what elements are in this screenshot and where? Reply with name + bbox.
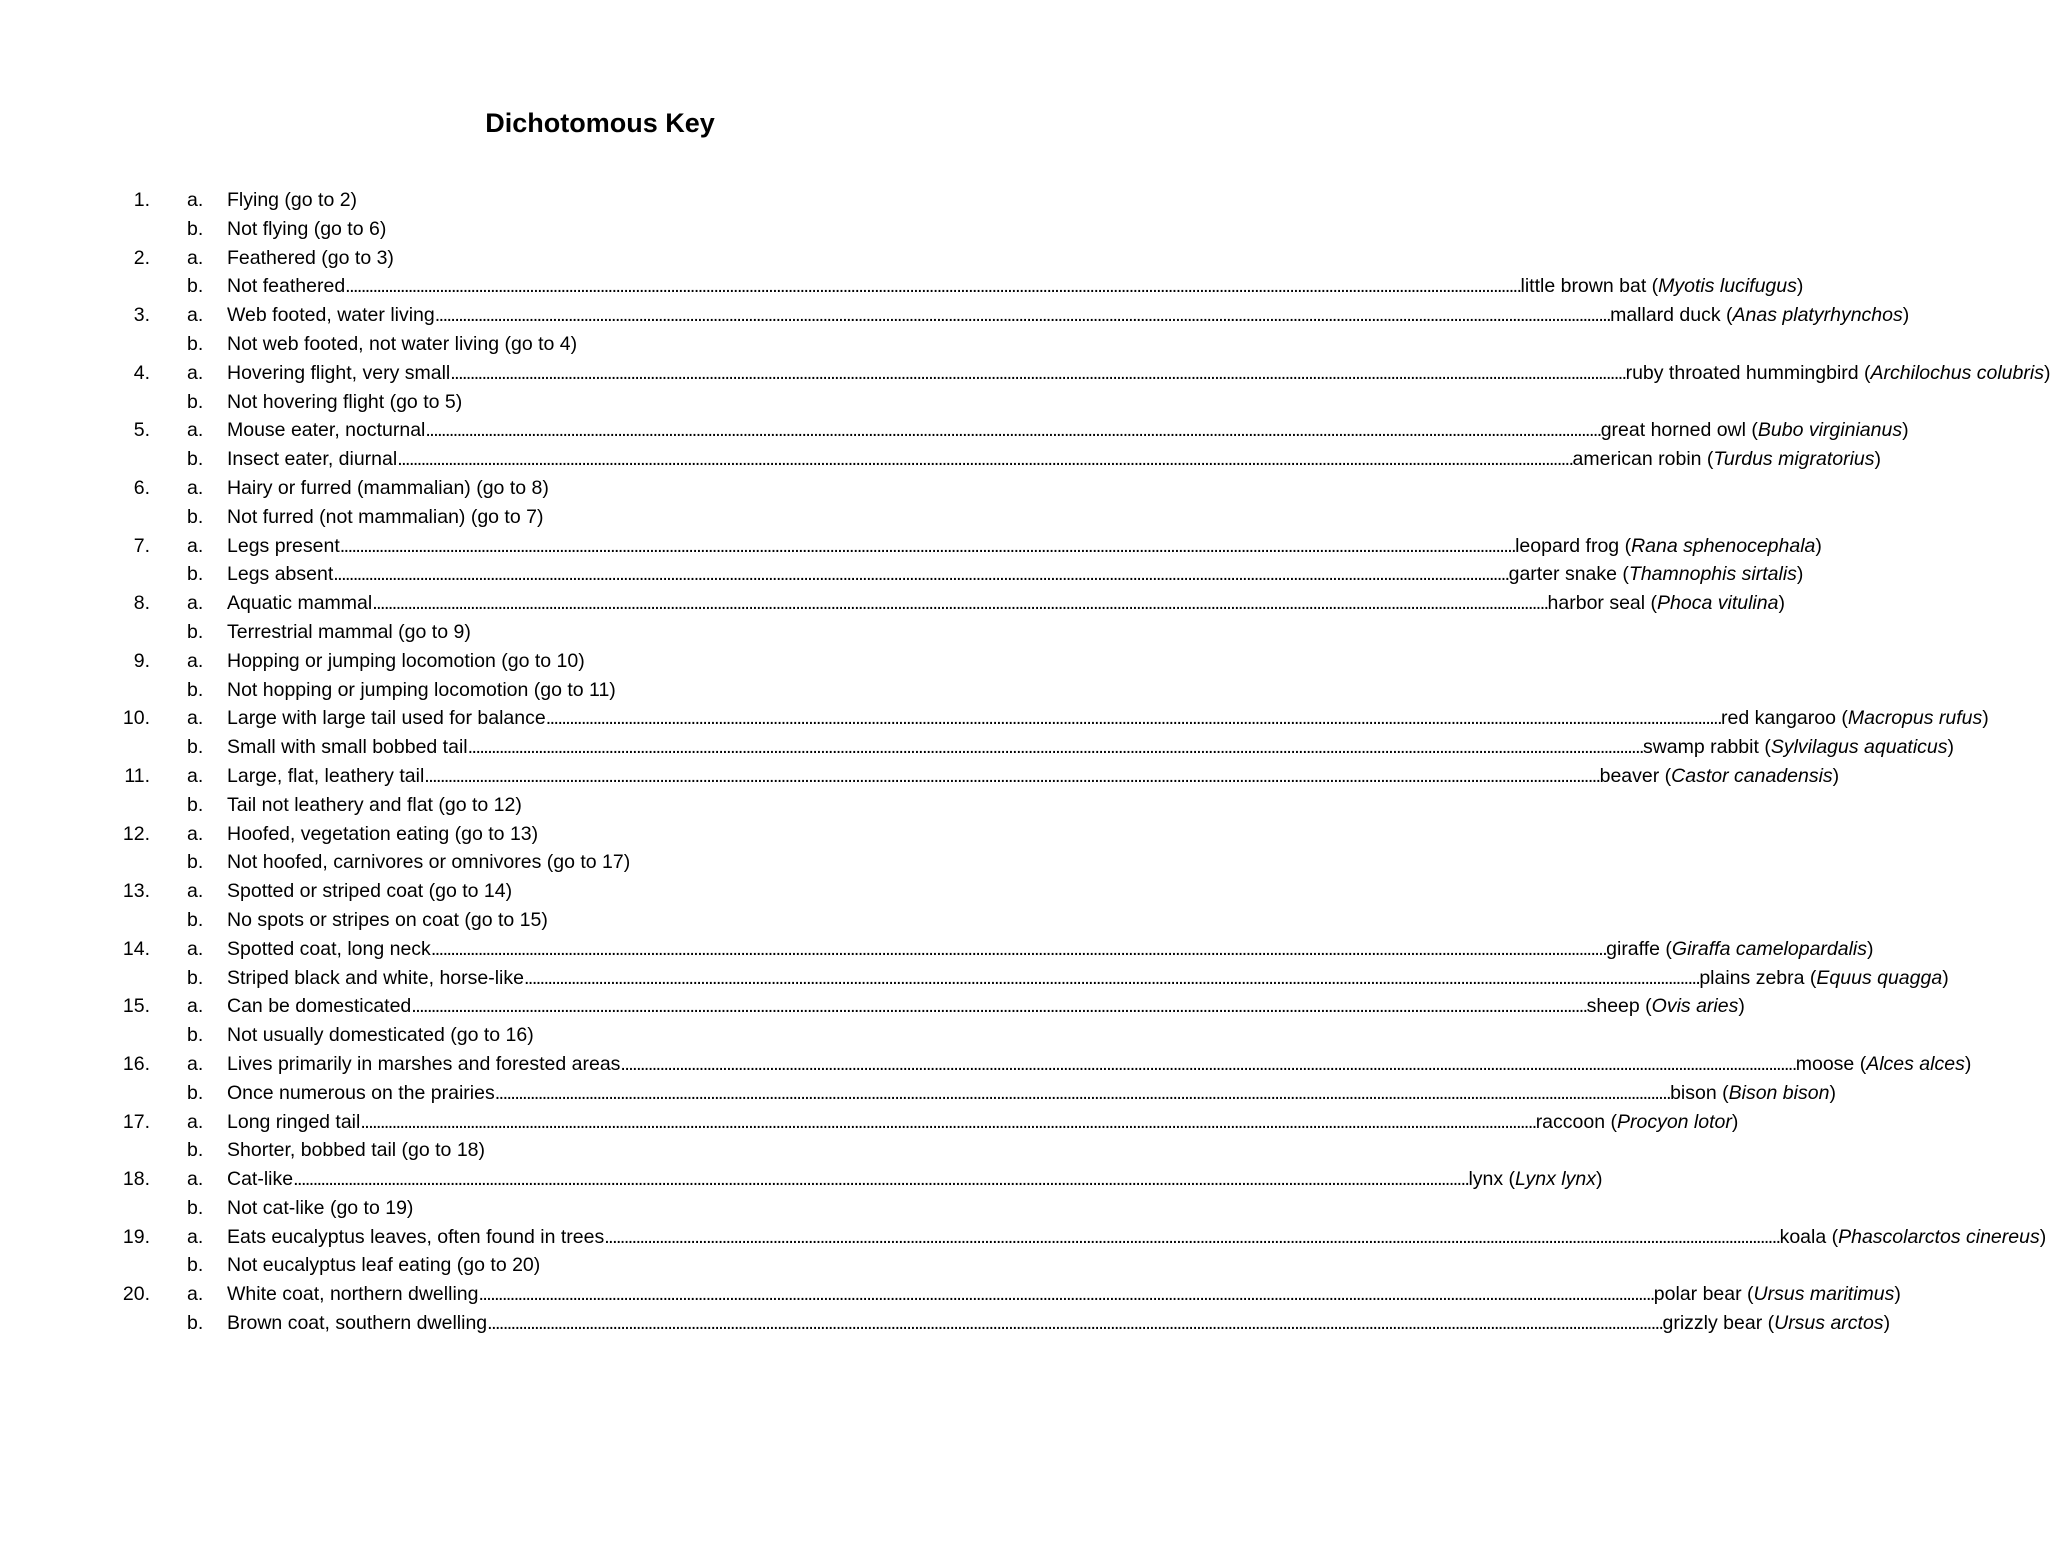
option-letter: a. — [187, 189, 204, 211]
key-row — [0, 618, 1200, 647]
dot-leader: ............................................................................................................................................................................................................................................................................................................ — [494, 1081, 1671, 1104]
identification-entry — [227, 359, 2050, 388]
option-letter: b. — [187, 332, 204, 355]
step-number: 8. — [133, 592, 150, 615]
option-text: Shorter, bobbed tail (go to 18) — [227, 1139, 486, 1162]
step-number: 19. — [122, 1225, 150, 1248]
key-row — [0, 877, 1200, 906]
trait-description: Once numerous on the prairies — [227, 1081, 495, 1104]
option-letter: a. — [187, 995, 204, 1018]
trait-description: Legs present — [227, 534, 340, 557]
common-name: great horned owl — [1600, 419, 1746, 442]
species-answer: plains zebra (Equus quagga) — [1699, 966, 1949, 989]
dot-leader: ............................................................................................................................................................................................................................................................................................................ — [478, 1283, 1654, 1306]
species-answer: raccoon (Procyon lotor) — [1535, 1110, 1739, 1133]
identification-entry — [227, 1280, 1901, 1309]
trait-description: Hovering flight, very small — [227, 361, 451, 384]
option-letter: a. — [187, 419, 204, 442]
key-row — [0, 1165, 1603, 1194]
option-letter: a. — [187, 880, 204, 903]
dot-leader: ............................................................................................................................................................................................................................................................................................................ — [424, 764, 1600, 787]
option-text: Not hoofed, carnivores or omnivores (go to 17) — [227, 851, 631, 874]
key-row — [0, 992, 1745, 1021]
scientific-name: Ovis aries — [1651, 995, 1739, 1018]
option-letter: b. — [187, 966, 204, 989]
key-row — [0, 733, 1955, 762]
dot-leader: ............................................................................................................................................................................................................................................................................................................ — [411, 995, 1587, 1018]
key-row — [0, 964, 1949, 993]
dot-leader: ............................................................................................................................................................................................................................................................................................................ — [293, 1168, 1469, 1191]
key-row — [0, 820, 1200, 849]
key-row — [0, 1021, 1200, 1050]
option-letter: a. — [187, 1283, 204, 1306]
key-row — [0, 560, 1804, 589]
key-row — [0, 704, 1989, 733]
trait-description: Eats eucalyptus leaves, often found in trees — [227, 1225, 605, 1248]
option-letter: a. — [187, 361, 204, 384]
identification-entry — [227, 272, 1804, 301]
scientific-name: Bison bison — [1728, 1081, 1830, 1104]
option-letter: b. — [187, 448, 204, 471]
trait-description: Spotted coat, long neck — [227, 937, 431, 960]
option-text: Hairy or furred (mammalian) (go to 8) — [227, 476, 549, 499]
identification-entry — [227, 532, 1822, 561]
common-name: raccoon — [1535, 1110, 1606, 1133]
option-letter: b. — [187, 1024, 204, 1047]
dot-leader: ............................................................................................................................................................................................................................................................................................................ — [397, 448, 1573, 471]
option-letter: b. — [187, 793, 204, 816]
identification-entry — [227, 1108, 1739, 1137]
option-text: Flying (go to 2) — [227, 189, 358, 211]
dot-leader: ............................................................................................................................................................................................................................................................................................................ — [339, 534, 1516, 557]
common-name: sheep — [1586, 995, 1640, 1018]
option-letter: a. — [187, 592, 204, 615]
step-number: 13. — [122, 880, 150, 903]
option-text: Not eucalyptus leaf eating (go to 20) — [227, 1254, 541, 1277]
key-row — [0, 1309, 1891, 1338]
species-answer: leopard frog (Rana sphenocephala) — [1515, 534, 1822, 557]
step-number: 20. — [122, 1283, 150, 1306]
key-row — [0, 1251, 1200, 1280]
common-name: red kangaroo — [1721, 707, 1836, 730]
dot-leader: ............................................................................................................................................................................................................................................................................................................ — [425, 419, 1601, 442]
trait-description: Web footed, water living — [227, 304, 435, 327]
option-letter: b. — [187, 505, 204, 528]
identification-entry — [227, 1309, 1891, 1338]
trait-description: Lives primarily in marshes and forested areas — [227, 1052, 621, 1075]
common-name: harbor seal — [1547, 592, 1646, 615]
key-row — [0, 1223, 2047, 1252]
trait-description: Small with small bobbed tail — [227, 736, 468, 759]
scientific-name: Archilochus colubris — [1870, 361, 2044, 384]
option-letter: a. — [187, 649, 204, 672]
option-letter: b. — [187, 217, 204, 240]
key-row — [0, 1280, 1901, 1309]
option-letter: b. — [187, 1312, 204, 1335]
common-name: beaver — [1599, 764, 1660, 787]
key-row — [0, 330, 1200, 359]
species-answer: lynx (Lynx lynx) — [1468, 1168, 1603, 1191]
identification-entry — [227, 1050, 1972, 1079]
option-text: Not usually domesticated (go to 16) — [227, 1024, 534, 1047]
identification-entry — [227, 992, 1745, 1021]
option-letter: b. — [187, 563, 204, 586]
step-number: 9. — [133, 649, 150, 672]
option-letter: b. — [187, 620, 204, 643]
option-letter: b. — [187, 1254, 204, 1277]
identification-entry — [227, 935, 1874, 964]
common-name: giraffe — [1606, 937, 1660, 960]
option-letter: b. — [187, 1139, 204, 1162]
option-letter: b. — [187, 908, 204, 931]
option-text: Hoofed, vegetation eating (go to 13) — [227, 822, 539, 845]
common-name: koala — [1779, 1225, 1827, 1248]
key-row — [0, 676, 1200, 705]
option-letter: a. — [187, 1225, 204, 1248]
scientific-name: Macropus rufus — [1847, 707, 1983, 730]
key-row — [0, 1108, 1739, 1137]
common-name: bison — [1670, 1081, 1717, 1104]
dot-leader: ............................................................................................................................................................................................................................................................................................................ — [487, 1312, 1663, 1335]
key-row — [0, 1136, 1200, 1165]
key-row — [0, 532, 1822, 561]
species-answer: great horned owl (Bubo virginianus) — [1600, 419, 1909, 442]
option-letter: a. — [187, 707, 204, 730]
scientific-name: Castor canadensis — [1671, 764, 1833, 787]
step-number: 11. — [124, 764, 150, 787]
common-name: mallard duck — [1610, 304, 1721, 327]
step-number: 5. — [133, 419, 150, 442]
trait-description: Insect eater, diurnal — [227, 448, 398, 471]
key-row — [0, 791, 1200, 820]
scientific-name: Sylvilagus aquaticus — [1770, 736, 1948, 759]
step-number: 18. — [122, 1168, 150, 1191]
key-row — [0, 906, 1200, 935]
option-letter: a. — [187, 1110, 204, 1133]
common-name: moose — [1795, 1052, 1855, 1075]
key-row — [0, 186, 1200, 215]
identification-entry — [227, 416, 1909, 445]
key-row — [0, 445, 1882, 474]
species-answer: american robin (Turdus migratorius) — [1572, 448, 1882, 471]
species-answer: polar bear (Ursus maritimus) — [1653, 1283, 1901, 1306]
scientific-name: Phoca vitulina — [1657, 592, 1779, 615]
option-letter: a. — [187, 534, 204, 557]
key-row — [0, 503, 1200, 532]
scientific-name: Rana sphenocephala — [1631, 534, 1816, 557]
species-answer: moose (Alces alces) — [1795, 1052, 1972, 1075]
common-name: garter snake — [1508, 563, 1617, 586]
option-letter: a. — [187, 1052, 204, 1075]
dot-leader: ............................................................................................................................................................................................................................................................................................................ — [545, 707, 1722, 730]
trait-description: White coat, northern dwelling — [227, 1283, 479, 1306]
species-answer: giraffe (Giraffa camelopardalis) — [1606, 937, 1874, 960]
identification-entry — [227, 1165, 1603, 1194]
scientific-name: Alces alces — [1866, 1052, 1965, 1075]
species-answer: sheep (Ovis aries) — [1586, 995, 1745, 1018]
step-number: 12. — [122, 822, 150, 845]
scientific-name: Ursus maritimus — [1753, 1283, 1895, 1306]
key-row — [0, 935, 1874, 964]
identification-entry — [227, 704, 1989, 733]
option-letter: a. — [187, 937, 204, 960]
scientific-name: Thamnophis sirtalis — [1628, 563, 1797, 586]
option-letter: a. — [187, 246, 204, 269]
identification-entry — [227, 445, 1882, 474]
option-letter: b. — [187, 1196, 204, 1219]
option-text: Terrestrial mammal (go to 9) — [227, 620, 471, 643]
key-row — [0, 301, 1910, 330]
key-row — [0, 215, 1200, 244]
step-number: 4. — [133, 361, 150, 384]
option-letter: a. — [187, 476, 204, 499]
step-number: 6. — [133, 476, 150, 499]
scientific-name: Myotis lucifugus — [1658, 275, 1797, 298]
option-letter: a. — [187, 304, 204, 327]
step-number: 7. — [133, 534, 150, 557]
option-letter: b. — [187, 1081, 204, 1104]
species-answer: swamp rabbit (Sylvilagus aquaticus) — [1642, 736, 1955, 759]
option-text: Not hovering flight (go to 5) — [227, 390, 463, 413]
key-row — [0, 272, 1804, 301]
step-number: 14. — [122, 937, 150, 960]
key-row — [0, 416, 1909, 445]
species-answer: mallard duck (Anas platyrhynchos) — [1610, 304, 1910, 327]
dot-leader: ............................................................................................................................................................................................................................................................................................................ — [620, 1052, 1796, 1075]
common-name: american robin — [1572, 448, 1702, 471]
option-letter: b. — [187, 390, 204, 413]
scientific-name: Procyon lotor — [1616, 1110, 1732, 1133]
key-row — [0, 359, 2050, 388]
page-title: Dichotomous Key — [485, 108, 715, 138]
dot-leader: ............................................................................................................................................................................................................................................................................................................ — [345, 275, 1521, 298]
common-name: ruby throated hummingbird — [1625, 361, 1859, 384]
common-name: plains zebra — [1699, 966, 1805, 989]
species-answer: harbor seal (Phoca vitulina) — [1547, 592, 1785, 615]
identification-entry — [227, 301, 1910, 330]
dot-leader: ............................................................................................................................................................................................................................................................................................................ — [604, 1225, 1780, 1248]
key-row — [0, 589, 1785, 618]
option-letter: a. — [187, 1168, 204, 1191]
scientific-name: Giraffa camelopardalis — [1671, 937, 1868, 960]
step-number: 2. — [133, 246, 150, 269]
identification-entry — [227, 589, 1785, 618]
scientific-name: Lynx lynx — [1515, 1168, 1596, 1191]
option-text: Not hopping or jumping locomotion (go to 11) — [227, 678, 616, 701]
option-text: Hopping or jumping locomotion (go to 10) — [227, 649, 585, 672]
trait-description: Large with large tail used for balance — [227, 707, 546, 730]
common-name: lynx — [1468, 1168, 1504, 1191]
key-row — [0, 848, 1200, 877]
dot-leader: ............................................................................................................................................................................................................................................................................................................ — [430, 937, 1607, 960]
dot-leader: ............................................................................................................................................................................................................................................................................................................ — [524, 966, 1700, 989]
dot-leader: ............................................................................................................................................................................................................................................................................................................ — [372, 592, 1548, 615]
dichotomous-key-list — [0, 186, 2050, 1338]
option-text: Tail not leathery and flat (go to 12) — [227, 793, 522, 816]
identification-entry — [227, 1079, 1836, 1108]
option-letter: b. — [187, 736, 204, 759]
step-number: 3. — [133, 304, 150, 327]
dot-leader: ............................................................................................................................................................................................................................................................................................................ — [467, 736, 1643, 759]
dot-leader: ............................................................................................................................................................................................................................................................................................................ — [360, 1110, 1536, 1133]
identification-entry — [227, 964, 1949, 993]
scientific-name: Turdus migratorius — [1713, 448, 1875, 471]
scientific-name: Equus quagga — [1816, 966, 1943, 989]
key-row — [0, 474, 1200, 503]
identification-entry — [227, 1223, 2047, 1252]
key-row — [0, 1194, 1200, 1223]
step-number: 17. — [122, 1110, 150, 1133]
option-letter: b. — [187, 275, 204, 298]
key-row — [0, 388, 1200, 417]
key-row — [0, 1079, 1836, 1108]
identification-entry — [227, 560, 1804, 589]
trait-description: Aquatic mammal — [227, 592, 373, 615]
option-letter: b. — [187, 851, 204, 874]
species-answer: beaver (Castor canadensis) — [1599, 764, 1840, 787]
step-number: 10. — [122, 707, 150, 730]
common-name: leopard frog — [1515, 534, 1620, 557]
scientific-name: Phascolarctos cinereus — [1838, 1225, 2040, 1248]
identification-entry — [227, 733, 1955, 762]
trait-description: Brown coat, southern dwelling — [227, 1312, 488, 1335]
identification-entry — [227, 762, 1840, 791]
species-answer: garter snake (Thamnophis sirtalis) — [1508, 563, 1804, 586]
step-number: 1. — [133, 189, 150, 211]
trait-description: Mouse eater, nocturnal — [227, 419, 426, 442]
option-text: Not web footed, not water living (go to 4) — [227, 332, 578, 355]
species-answer: red kangaroo (Macropus rufus) — [1721, 707, 1989, 730]
option-letter: a. — [187, 764, 204, 787]
key-row — [0, 244, 1200, 273]
trait-description: Cat-like — [227, 1168, 294, 1191]
option-text: Spotted or striped coat (go to 14) — [227, 880, 513, 903]
option-text: No spots or stripes on coat (go to 15) — [227, 908, 548, 931]
common-name: grizzly bear — [1662, 1312, 1763, 1335]
dot-leader: ............................................................................................................................................................................................................................................................................................................ — [450, 361, 1626, 384]
option-text: Not cat-like (go to 19) — [227, 1196, 414, 1219]
common-name: polar bear — [1653, 1283, 1742, 1306]
key-row — [0, 1050, 1972, 1079]
trait-description: Long ringed tail — [227, 1110, 361, 1133]
step-number: 16. — [122, 1052, 150, 1075]
dot-leader: ............................................................................................................................................................................................................................................................................................................ — [434, 304, 1611, 327]
trait-description: Legs absent — [227, 563, 334, 586]
option-letter: a. — [187, 822, 204, 845]
common-name: little brown bat — [1520, 275, 1647, 298]
step-number: 15. — [122, 995, 150, 1018]
option-text: Feathered (go to 3) — [227, 246, 394, 269]
option-text: Not flying (go to 6) — [227, 217, 387, 240]
species-answer: little brown bat (Myotis lucifugus) — [1520, 275, 1804, 298]
scientific-name: Anas platyrhynchos — [1732, 304, 1903, 327]
species-answer: grizzly bear (Ursus arctos) — [1662, 1312, 1891, 1335]
species-answer: koala (Phascolarctos cinereus) — [1779, 1225, 2047, 1248]
trait-description: Large, flat, leathery tail — [227, 764, 425, 787]
species-answer: ruby throated hummingbird (Archilochus colubris) — [1625, 361, 2050, 384]
scientific-name: Bubo virginianus — [1757, 419, 1903, 442]
scientific-name: Ursus arctos — [1774, 1312, 1884, 1335]
trait-description: Not feathered — [227, 275, 346, 298]
trait-description: Can be domesticated — [227, 995, 412, 1018]
option-letter: b. — [187, 678, 204, 701]
species-answer: bison (Bison bison) — [1670, 1081, 1836, 1104]
dot-leader: ............................................................................................................................................................................................................................................................................................................ — [333, 563, 1509, 586]
option-text: Not furred (not mammalian) (go to 7) — [227, 505, 544, 528]
key-row — [0, 647, 1200, 676]
common-name: swamp rabbit — [1642, 736, 1759, 759]
key-row — [0, 762, 1840, 791]
trait-description: Striped black and white, horse-like — [227, 966, 524, 989]
